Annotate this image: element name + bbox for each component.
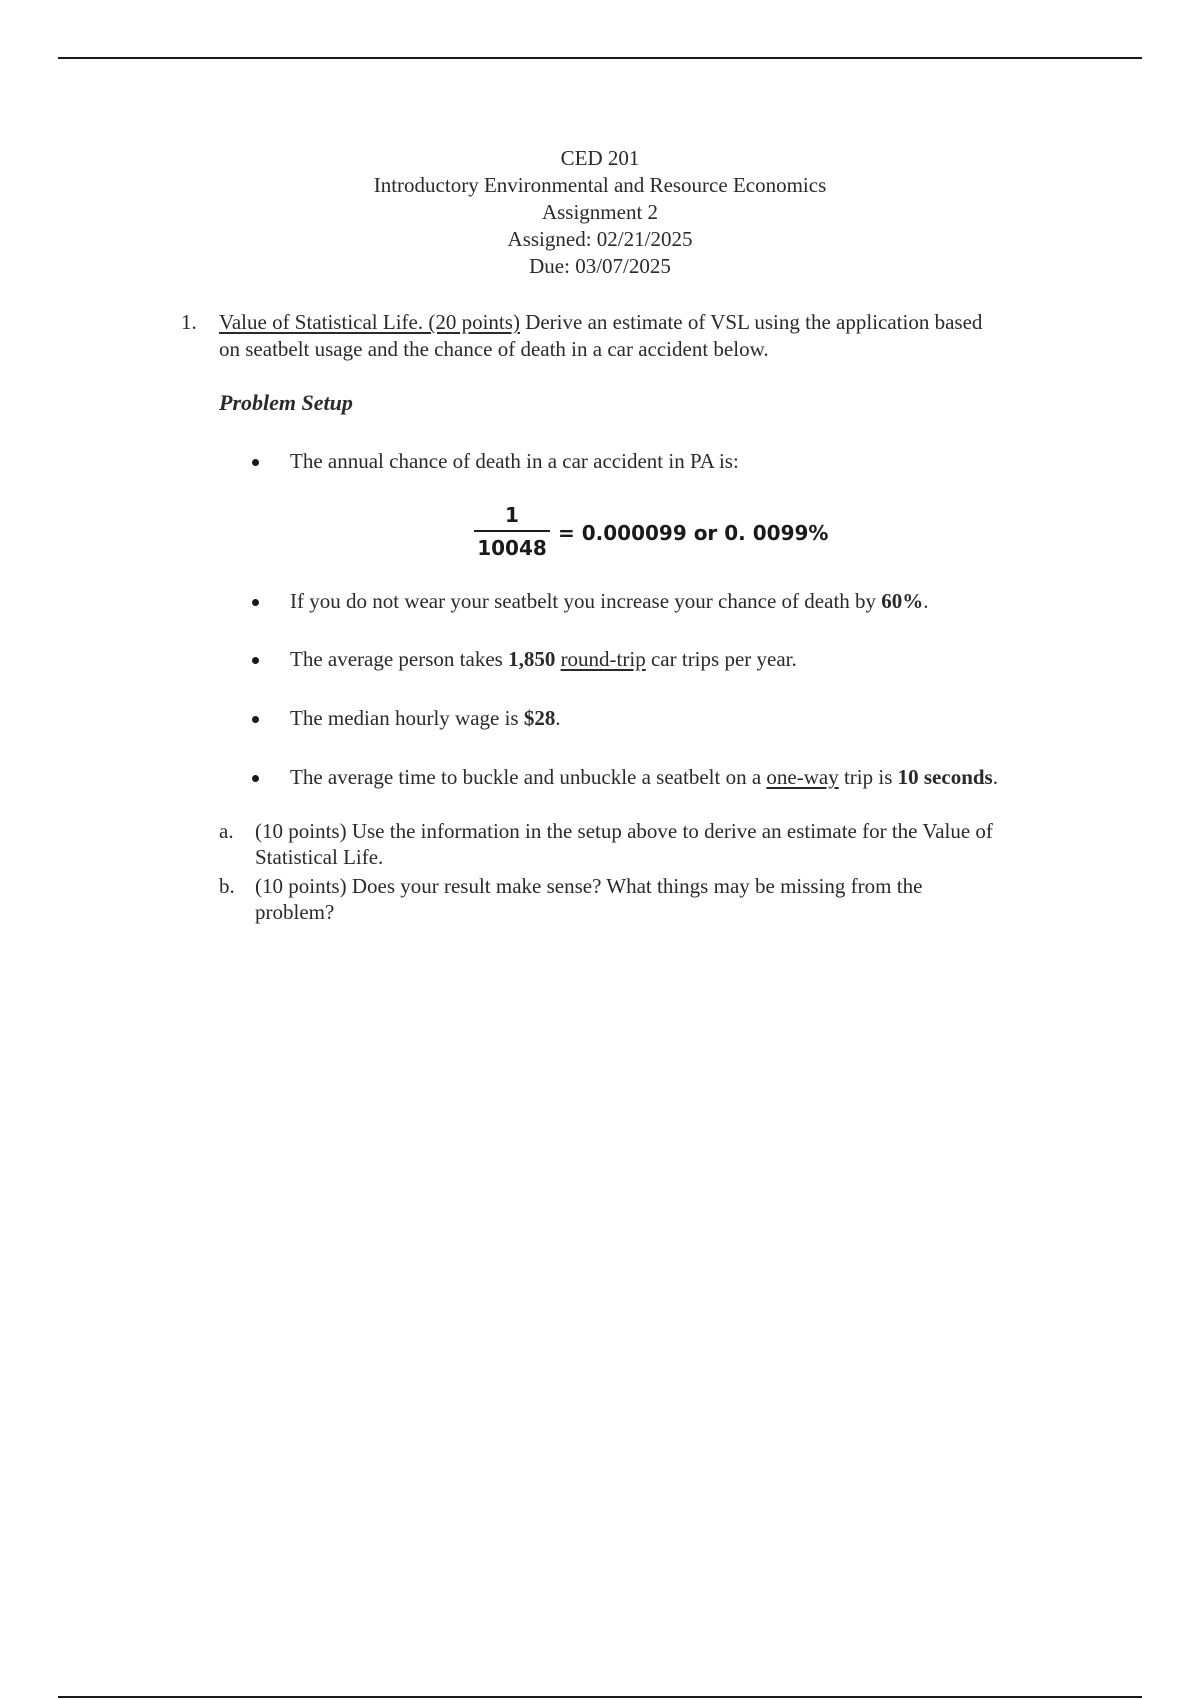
problem-setup-heading: Problem Setup: [219, 390, 353, 415]
bullet-text-part: car trips per year.: [645, 647, 797, 671]
bullet-text-part: .: [992, 765, 998, 789]
sub-question-label: b.: [219, 874, 235, 898]
question-intro-line2: on seatbelt usage and the chance of death in a car accident below.: [219, 337, 769, 361]
fraction-numerator: 1: [505, 503, 519, 527]
bullet-text: [290, 764, 998, 791]
bullet-text-part: trip is: [838, 765, 898, 789]
bullet-icon: [252, 716, 259, 723]
bullet-icon: [252, 775, 259, 782]
formula-result: = 0.000099 or 0. 0099%: [558, 521, 829, 545]
sub-question-line: problem?: [255, 900, 335, 924]
sub-question-label: a.: [219, 819, 234, 843]
bullet-text-part: If you do not wear your seatbelt you increase your chance of death by: [290, 589, 882, 613]
bullet-underlined-term: round-trip: [560, 647, 646, 671]
bullet-text-part: .: [555, 706, 561, 730]
bullet-bold-value: 10 seconds: [897, 765, 993, 789]
sub-question-text: [255, 818, 1135, 870]
sub-question-line: Statistical Life.: [255, 845, 384, 869]
bullet-text: [290, 705, 561, 732]
bullet-text: [290, 588, 929, 615]
bottom-rule: [58, 1696, 1142, 1698]
question-intro-rest: Derive an estimate of VSL using the application based: [519, 310, 983, 334]
question-title: Value of Statistical Life. (20 points): [219, 310, 520, 334]
sub-question-line: (10 points) Use the information in the setup above to derive an estimate for the Value of: [255, 819, 993, 843]
assigned-date: Assigned: 02/21/2025: [507, 227, 693, 251]
course-code: CED 201: [560, 146, 640, 170]
course-title: Introductory Environmental and Resource Economics: [373, 173, 827, 197]
assignment-title: Assignment 2: [541, 200, 659, 224]
bullet-text-part: .: [923, 589, 929, 613]
question-intro-line1: [219, 309, 982, 336]
sub-question-line: (10 points) Does your result make sense? What things may be missing from the: [255, 874, 923, 898]
bullet-icon: [252, 657, 259, 664]
sub-question-text: [255, 873, 1135, 925]
bullet-text: [290, 646, 797, 673]
bullet-bold-value: $28: [523, 706, 556, 730]
bullet-text-part: The median hourly wage is: [290, 706, 524, 730]
fraction: [474, 502, 550, 561]
bullet-text: The annual chance of death in a car accident in PA is:: [290, 449, 739, 473]
top-rule: [58, 57, 1142, 59]
bullet-text-part: The average time to buckle and unbuckle a seatbelt on a: [290, 765, 767, 789]
bullet-icon: [252, 599, 259, 606]
bullet-bold-value: 1,850: [508, 647, 556, 671]
bullet-underlined-term: one-way: [766, 765, 839, 789]
bullet-icon: [252, 459, 259, 466]
document-header: [0, 145, 1200, 280]
fraction-denominator: 10048: [477, 536, 547, 560]
fraction-bar: [474, 530, 550, 532]
bullet-text-part: The average person takes: [290, 647, 509, 671]
due-date: Due: 03/07/2025: [529, 254, 671, 278]
bullet-bold-value: 60%: [881, 589, 924, 613]
question-number: 1.: [181, 310, 197, 334]
